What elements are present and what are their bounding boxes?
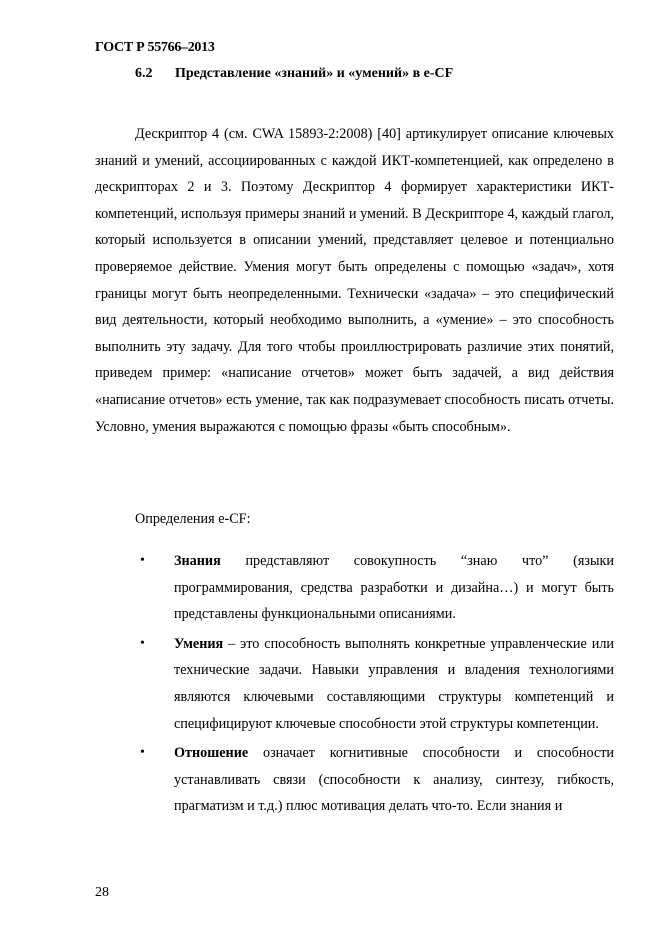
definition-text: означает когнитивные способности и способности устанавливать связи (способности к анализу, синтезу, гибкость, прагматизм и т.д.) плюс мотивация делать что-то. Если знания и [174,745,614,815]
document-header: ГОСТ Р 55766–2013 [95,40,215,55]
bullet-icon: • [140,745,145,761]
list-item [140,631,614,737]
page-number: 28 [95,885,109,900]
definition-text: представляют совокупность “знаю что” (языки программирования, средства разработки и дизайна…) и могут быть представлены функциональными описаниями. [174,553,614,623]
body-paragraph: Дескриптор 4 (см. CWA 15893-2:2008) [40] артикулирует описание ключевых знаний и умений, ассоциированных с каждой ИКТ-компетенцией, как определено в дескрипторах 2 и 3. Поэтому Дескриптор 4 формирует характеристики ИКТ-компетенций, используя примеры знаний и умений. В Дескрипторе 4, каждый глагол, который используется в описании умений, представляет целевое и потенциально проверяемое действие. Умения могут быть определены с помощью «задач», хотя границы могут быть неопределенными. Технически «задача» – это специфический вид деятельности, который необходимо выполнить, а «умение» – это способность выполнить эту задачу. Для того чтобы проиллюстрировать различие этих понятий, приведем пример: «написание отчетов» может быть задачей, а вид действия «написание отчетов» есть умение, так как подразумевает способность писать отчеты. Условно, умения выражаются с помощью фразы «быть способным». [95,126,614,435]
definitions-label: Определения e-CF: [135,511,251,527]
definition-term: Знания [174,553,221,569]
section-title: Представление «знаний» и «умений» в e-CF [175,66,454,81]
definition-term: Отношение [174,745,249,762]
bullet-icon: • [140,553,145,568]
bullet-icon: • [140,635,145,651]
section-number: 6.2 [135,66,153,81]
definitions-list [140,548,614,823]
definition-text: – это способность выполнять конкретные управленческие или технические задачи. Навыки управления и владения технологиями являются ключевыми составляющими структуры компетенций и специфицируют ключевые способности этой структуры компетенции. [174,635,614,732]
list-item [140,740,614,820]
list-item [140,548,614,628]
definition-term: Умения [174,635,224,652]
